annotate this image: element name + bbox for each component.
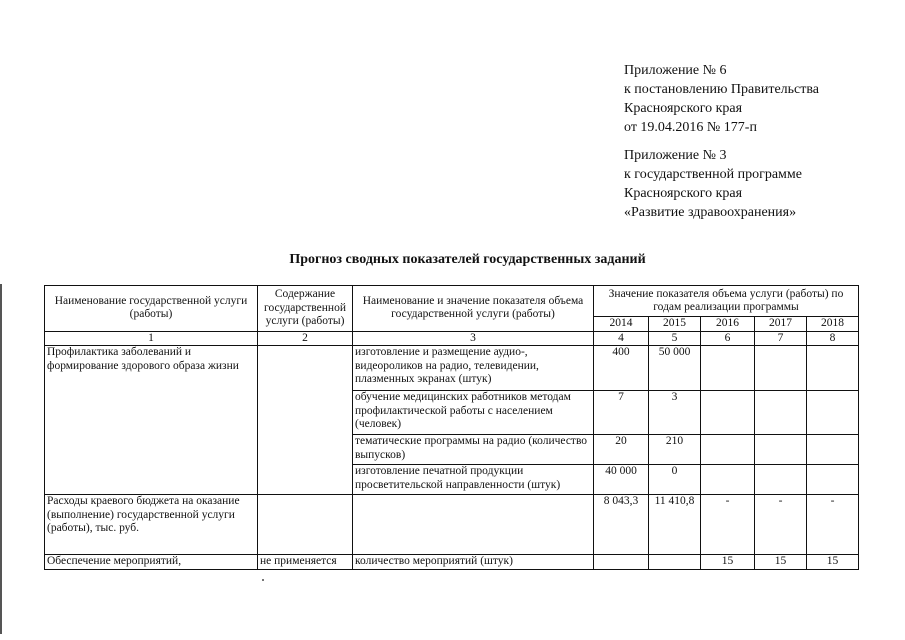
events-row — [45, 555, 859, 570]
value-2014: 400 — [594, 346, 649, 391]
value-2018 — [807, 465, 859, 495]
indicator-cell: количество мероприятий (штук) — [353, 555, 594, 570]
column-number: 8 — [807, 331, 859, 346]
value-2014: 8 043,3 — [594, 495, 649, 555]
value-2016 — [701, 465, 755, 495]
indicator-cell: изготовление печатной продукции просветительской направленности (штук) — [353, 465, 594, 495]
year-header: 2014 — [594, 317, 649, 332]
value-2018 — [807, 346, 859, 391]
year-header: 2018 — [807, 317, 859, 332]
value-2018: - — [807, 495, 859, 555]
content-cell: не применяется — [258, 555, 353, 570]
column-number: 6 — [701, 331, 755, 346]
year-header: 2017 — [755, 317, 807, 332]
value-2016 — [701, 435, 755, 465]
year-header: 2016 — [701, 317, 755, 332]
service-events: Обеспечение мероприятий, — [45, 555, 258, 570]
service-prevention: Профилактика заболеваний и формирование здорового образа жизни — [45, 346, 258, 495]
value-2015: 11 410,8 — [649, 495, 701, 555]
header-service-name: Наименование государственной услуги (работы) — [45, 286, 258, 332]
appendix-6-line-4: от 19.04.2016 № 177-п — [624, 120, 757, 135]
column-number: 7 — [755, 331, 807, 346]
indicator-cell: изготовление и размещение аудио-, видеороликов на радио, телевидении, плазменных экранах (штук) — [353, 346, 594, 391]
column-number: 2 — [258, 331, 353, 346]
value-2017 — [755, 435, 807, 465]
value-2014: 40 000 — [594, 465, 649, 495]
column-numbers-row — [45, 331, 859, 346]
appendix-3-line-4: «Развитие здравоохранения» — [624, 205, 797, 220]
value-2018 — [807, 391, 859, 435]
value-2015: 3 — [649, 391, 701, 435]
value-2016: - — [701, 495, 755, 555]
value-2017: - — [755, 495, 807, 555]
forecast-table — [44, 285, 859, 570]
appendix-3-line-2: к государственной программе — [624, 167, 802, 182]
column-number: 5 — [649, 331, 701, 346]
content-cell — [258, 495, 353, 555]
appendix-3-line-1: Приложение № 3 — [624, 148, 727, 163]
service-budget: Расходы краевого бюджета на оказание (выполнение) государственной услуги (работы), тыс. руб. — [45, 495, 258, 555]
value-2016 — [701, 391, 755, 435]
indicator-cell: тематические программы на радио (количество выпусков) — [353, 435, 594, 465]
year-header: 2015 — [649, 317, 701, 332]
value-2016: 15 — [701, 555, 755, 570]
value-2014 — [594, 555, 649, 570]
value-2015: 50 000 — [649, 346, 701, 391]
value-2018: 15 — [807, 555, 859, 570]
value-2015 — [649, 555, 701, 570]
value-2014: 7 — [594, 391, 649, 435]
header-values-group: Значение показателя объема услуги (работы) по годам реализации программы — [594, 286, 859, 317]
appendix-6-line-1: Приложение № 6 — [624, 63, 727, 78]
indicator-cell — [353, 495, 594, 555]
value-2017 — [755, 391, 807, 435]
content-cell — [258, 346, 353, 495]
table-row — [45, 346, 859, 391]
header-content: Содержание государственной услуги (работы) — [258, 286, 353, 332]
document-title: Прогноз сводных показателей государственных заданий — [289, 252, 646, 267]
header-row — [45, 286, 859, 317]
column-number: 4 — [594, 331, 649, 346]
appendix-6-line-2: к постановлению Правительства — [624, 82, 820, 97]
value-2018 — [807, 435, 859, 465]
column-number: 1 — [45, 331, 258, 346]
appendix-6-block — [624, 61, 819, 137]
value-2015: 0 — [649, 465, 701, 495]
value-2014: 20 — [594, 435, 649, 465]
budget-row — [45, 495, 859, 555]
header-indicator: Наименование и значение показателя объема государственной услуги (работы) — [353, 286, 594, 332]
column-number: 3 — [353, 331, 594, 346]
appendix-6-line-3: Красноярского края — [624, 101, 743, 116]
scan-edge-mark — [0, 284, 2, 634]
value-2017 — [755, 465, 807, 495]
scan-dot — [262, 579, 264, 581]
value-2016 — [701, 346, 755, 391]
indicator-cell: обучение медицинских работников методам профилактической работы с населением (человек) — [353, 391, 594, 435]
value-2015: 210 — [649, 435, 701, 465]
value-2017: 15 — [755, 555, 807, 570]
appendix-3-line-3: Красноярского края — [624, 186, 743, 201]
appendix-3-block — [624, 146, 802, 222]
value-2017 — [755, 346, 807, 391]
